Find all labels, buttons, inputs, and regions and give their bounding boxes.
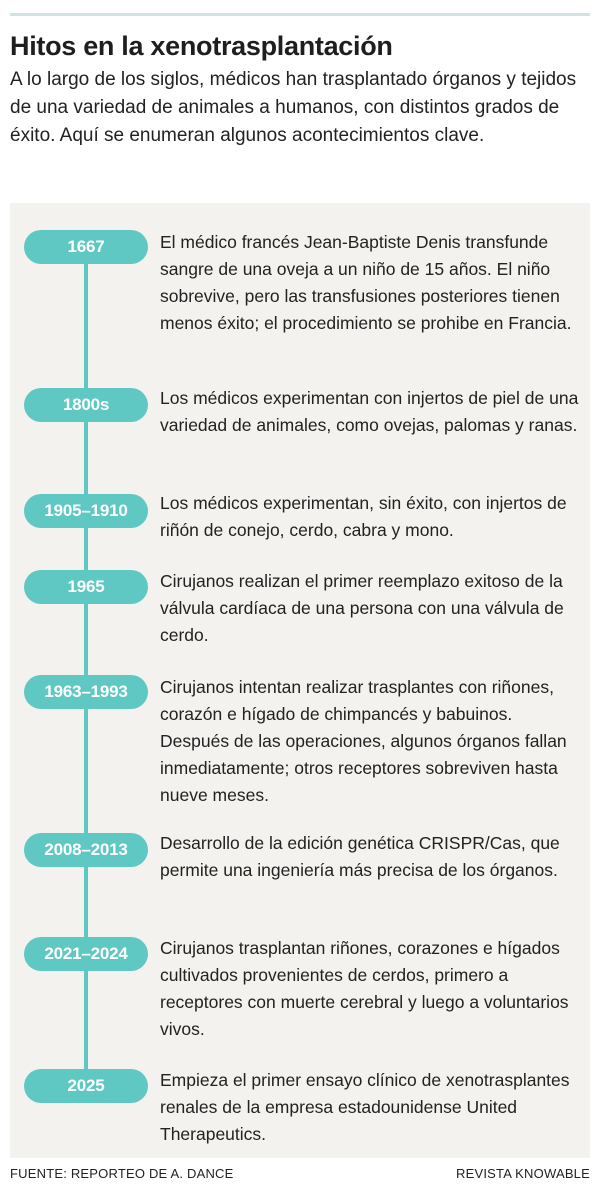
event-description: Cirujanos realizan el primer reemplazo exitoso de la válvula cardíaca de una persona con una válvula de cerdo. [160,571,564,645]
event-description: Los médicos experimentan con injertos de piel de una variedad de animales, como ovejas, palomas y ranas. [160,388,579,435]
date-badge: 1965 [24,570,148,604]
date-badge: 1963–1993 [24,675,148,709]
publication-credit: REVISTA KNOWABLE [456,1166,590,1181]
date-badge: 2021–2024 [24,937,148,971]
page-subtitle: A lo largo de los siglos, médicos han trasplantado órganos y tejidos de una variedad de animales a humanos, con distintos grados de éxito. Aquí se enumeran algunos acontecimientos clave. [10,69,577,146]
event-description: El médico francés Jean-Baptiste Denis transfunde sangre de una oveja a un niño de 15 años. El niño sobrevive, pero las transfusiones posteriores tienen menos éxito; el procedimiento se prohibe en Francia. [160,232,572,333]
event-description: Desarrollo de la edición genética CRISPR/Cas, que permite una ingeniería más precisa de los órganos. [160,833,560,880]
source-credit: FUENTE: REPORTEO DE A. DANCE [10,1166,234,1181]
page-title: Hitos en la xenotrasplantación [10,31,393,61]
event-description: Los médicos experimentan, sin éxito, con injertos de riñón de conejo, cerdo, cabra y mono. [160,493,567,540]
event-description: Cirujanos trasplantan riñones, corazones e hígados cultivados provenientes de cerdos, primero a receptores con muerte cerebral y luego a voluntarios vivos. [160,938,569,1039]
date-badge: 1667 [24,230,148,264]
date-badge: 1905–1910 [24,494,148,528]
event-description: Empieza el primer ensayo clínico de xenotrasplantes renales de la empresa estadounidense United Therapeutics. [160,1070,570,1144]
date-badge: 2008–2013 [24,833,148,867]
date-badge: 2025 [24,1069,148,1103]
event-description: Cirujanos intentan realizar trasplantes con riñones, corazón e hígado de chimpancés y babuinos. Después de las operaciones, algunos órganos fallan inmediatamente; otros receptores sobreviven hasta nueve meses. [160,677,567,805]
top-rule [10,13,590,16]
date-badge: 1800s [24,388,148,422]
